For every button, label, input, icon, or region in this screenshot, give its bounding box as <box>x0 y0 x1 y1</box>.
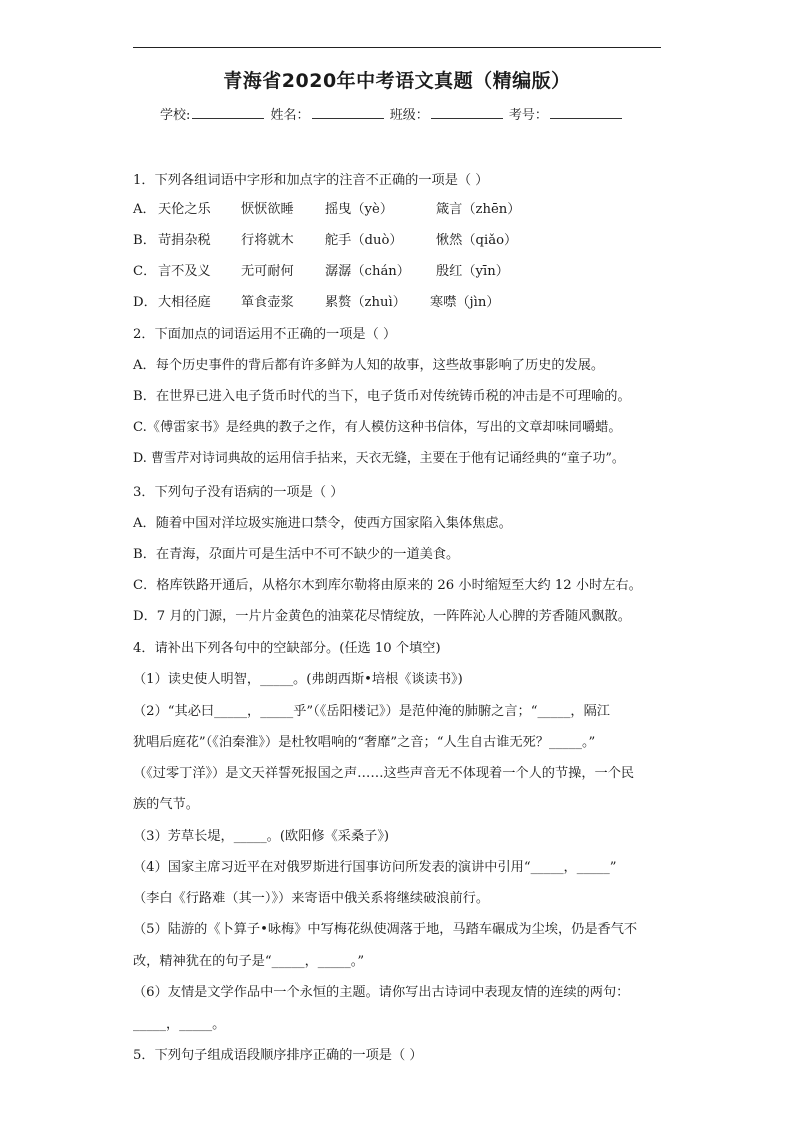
q4-item-2-line4: 族的气节。 <box>133 797 199 812</box>
q1-option-d-word1: 大相径庭 <box>158 295 211 310</box>
q1-option-c-word2: 无可耐何 <box>241 264 294 279</box>
header-rule <box>133 47 661 48</box>
student-info-row <box>160 104 624 123</box>
q3-stem: 3．下列句子没有语病的一项是（ ） <box>133 485 344 500</box>
q4-item-5-line2: 改，精神犹在的句子是“_____，_____。” <box>133 954 365 969</box>
q1-option-d-word4: 寒噤（jìn） <box>430 295 500 310</box>
q1-option-d-word3: 累赘（zhuì） <box>325 295 406 310</box>
name-blank[interactable] <box>312 106 384 119</box>
q2-option-c: C.《傅雷家书》是经典的教子之作，有人模仿这种书信体，写出的文章却味同嚼蜡。 <box>133 420 622 435</box>
q4-item-5-line1: （5）陆游的《卜算子•咏梅》中写梅花纵使凋落于地，马踏车碾成为尘埃，仍是香气不 <box>133 922 638 937</box>
q1-stem: 1．下列各组词语中字形和加点字的注音不正确的一项是（ ） <box>133 173 489 188</box>
q4-item-2-line2: 犹唱后庭花”（《泊秦淮》）是杜牧唱响的“奢靡”之音；“人生自古谁无死？_____。” <box>133 735 596 750</box>
page-title: 青海省2020年中考语文真题（精编版） <box>223 70 571 92</box>
q1-option-b-word4: 愀然（qiǎo） <box>436 233 518 248</box>
q1-option-c-word3: 潺潺（chán） <box>325 264 410 279</box>
q5-stem: 5．下列句子组成语段顺序排序正确的一项是（ ） <box>133 1048 423 1063</box>
q1-option-a-word1: 天伦之乐 <box>158 202 211 217</box>
exam-number-blank[interactable] <box>550 106 622 119</box>
q3-option-b: B．在青海，尕面片可是生活中不可不缺少的一道美食。 <box>133 547 460 562</box>
q1-option-d-word2: 箪食壶浆 <box>241 295 294 310</box>
q1-option-d-label: D． <box>133 295 157 310</box>
class-label: 班级： <box>389 108 429 123</box>
q1-option-b-word3: 舵手（duò） <box>325 233 403 248</box>
q1-option-a-label: A． <box>133 202 156 217</box>
q4-item-6-line1: （6）友情是文学作品中一个永恒的主题。请你写出古诗词中表现友情的连续的两句： <box>133 985 630 1000</box>
q2-stem: 2．下面加点的词语运用不正确的一项是（ ） <box>133 327 397 342</box>
school-blank[interactable] <box>192 106 264 119</box>
q3-option-d: D．7 月的门源，一片片金黄色的油菜花尽情绽放，一阵阵沁人心脾的芳香随风飘散。 <box>133 609 631 624</box>
q1-option-c-label: C． <box>133 264 157 279</box>
q2-option-b: B．在世界已进入电子货币时代的当下，电子货币对传统铸币税的冲击是不可理喻的。 <box>133 389 631 404</box>
q2-option-a: A．每个历史事件的背后都有许多鲜为人知的故事，这些故事影响了历史的发展。 <box>133 358 605 373</box>
q1-option-a-word4: 箴言（zhēn） <box>436 202 521 217</box>
exam-number-label: 考号： <box>508 108 548 123</box>
q1-option-a-word2: 恹恹欲睡 <box>241 202 294 217</box>
q3-option-a: A．随着中国对洋垃圾实施进口禁令，使西方国家陷入集体焦虑。 <box>133 516 512 531</box>
q4-item-3: （3）芳草长堤，_____。(欧阳修《采桑子》) <box>133 829 390 844</box>
q4-item-1: （1）读史使人明智，_____。(弗朗西斯•培根《谈读书》) <box>133 672 463 687</box>
q1-option-a-word3: 摇曳（yè） <box>325 202 394 217</box>
q4-item-4-line2: （李白《行路难（其一）》）来寄语中俄关系将继续破浪前行。 <box>133 891 490 906</box>
q4-item-2-line3: （《过零丁洋》）是文天祥誓死报国之声……这些声音无不体现着一个人的节操，一个民 <box>133 766 635 781</box>
q1-option-b-word1: 苛捐杂税 <box>158 233 211 248</box>
q4-stem: 4．请补出下列各句中的空缺部分。(任选 10 个填空) <box>133 641 441 656</box>
q4-item-4-line1: （4）国家主席习近平在对俄罗斯进行国事访问所发表的演讲中引用“_____，_____” <box>133 860 617 875</box>
q1-option-c-word4: 殷红（yīn） <box>436 264 509 279</box>
class-blank[interactable] <box>431 106 503 119</box>
school-label: 学校: <box>160 108 191 123</box>
name-label: 姓名： <box>270 108 310 123</box>
q2-option-d: D. 曹雪芹对诗词典故的运用信手拈来，天衣无缝，主要在于他有记诵经典的“童子功”。 <box>133 451 625 466</box>
q1-option-b-label: B． <box>133 233 156 248</box>
q1-option-c-word1: 言不及义 <box>158 264 211 279</box>
q1-option-b-word2: 行将就木 <box>241 233 294 248</box>
q4-item-6-line2: _____，_____。 <box>133 1017 226 1032</box>
q3-option-c: C．格库铁路开通后，从格尔木到库尔勒将由原来的 26 小时缩短至大约 12 小时左右。 <box>133 578 642 593</box>
q4-item-2-line1: （2）“其必曰_____，_____乎”（《岳阳楼记》）是范仲淹的肺腑之言；“_____，隔江 <box>133 704 610 719</box>
